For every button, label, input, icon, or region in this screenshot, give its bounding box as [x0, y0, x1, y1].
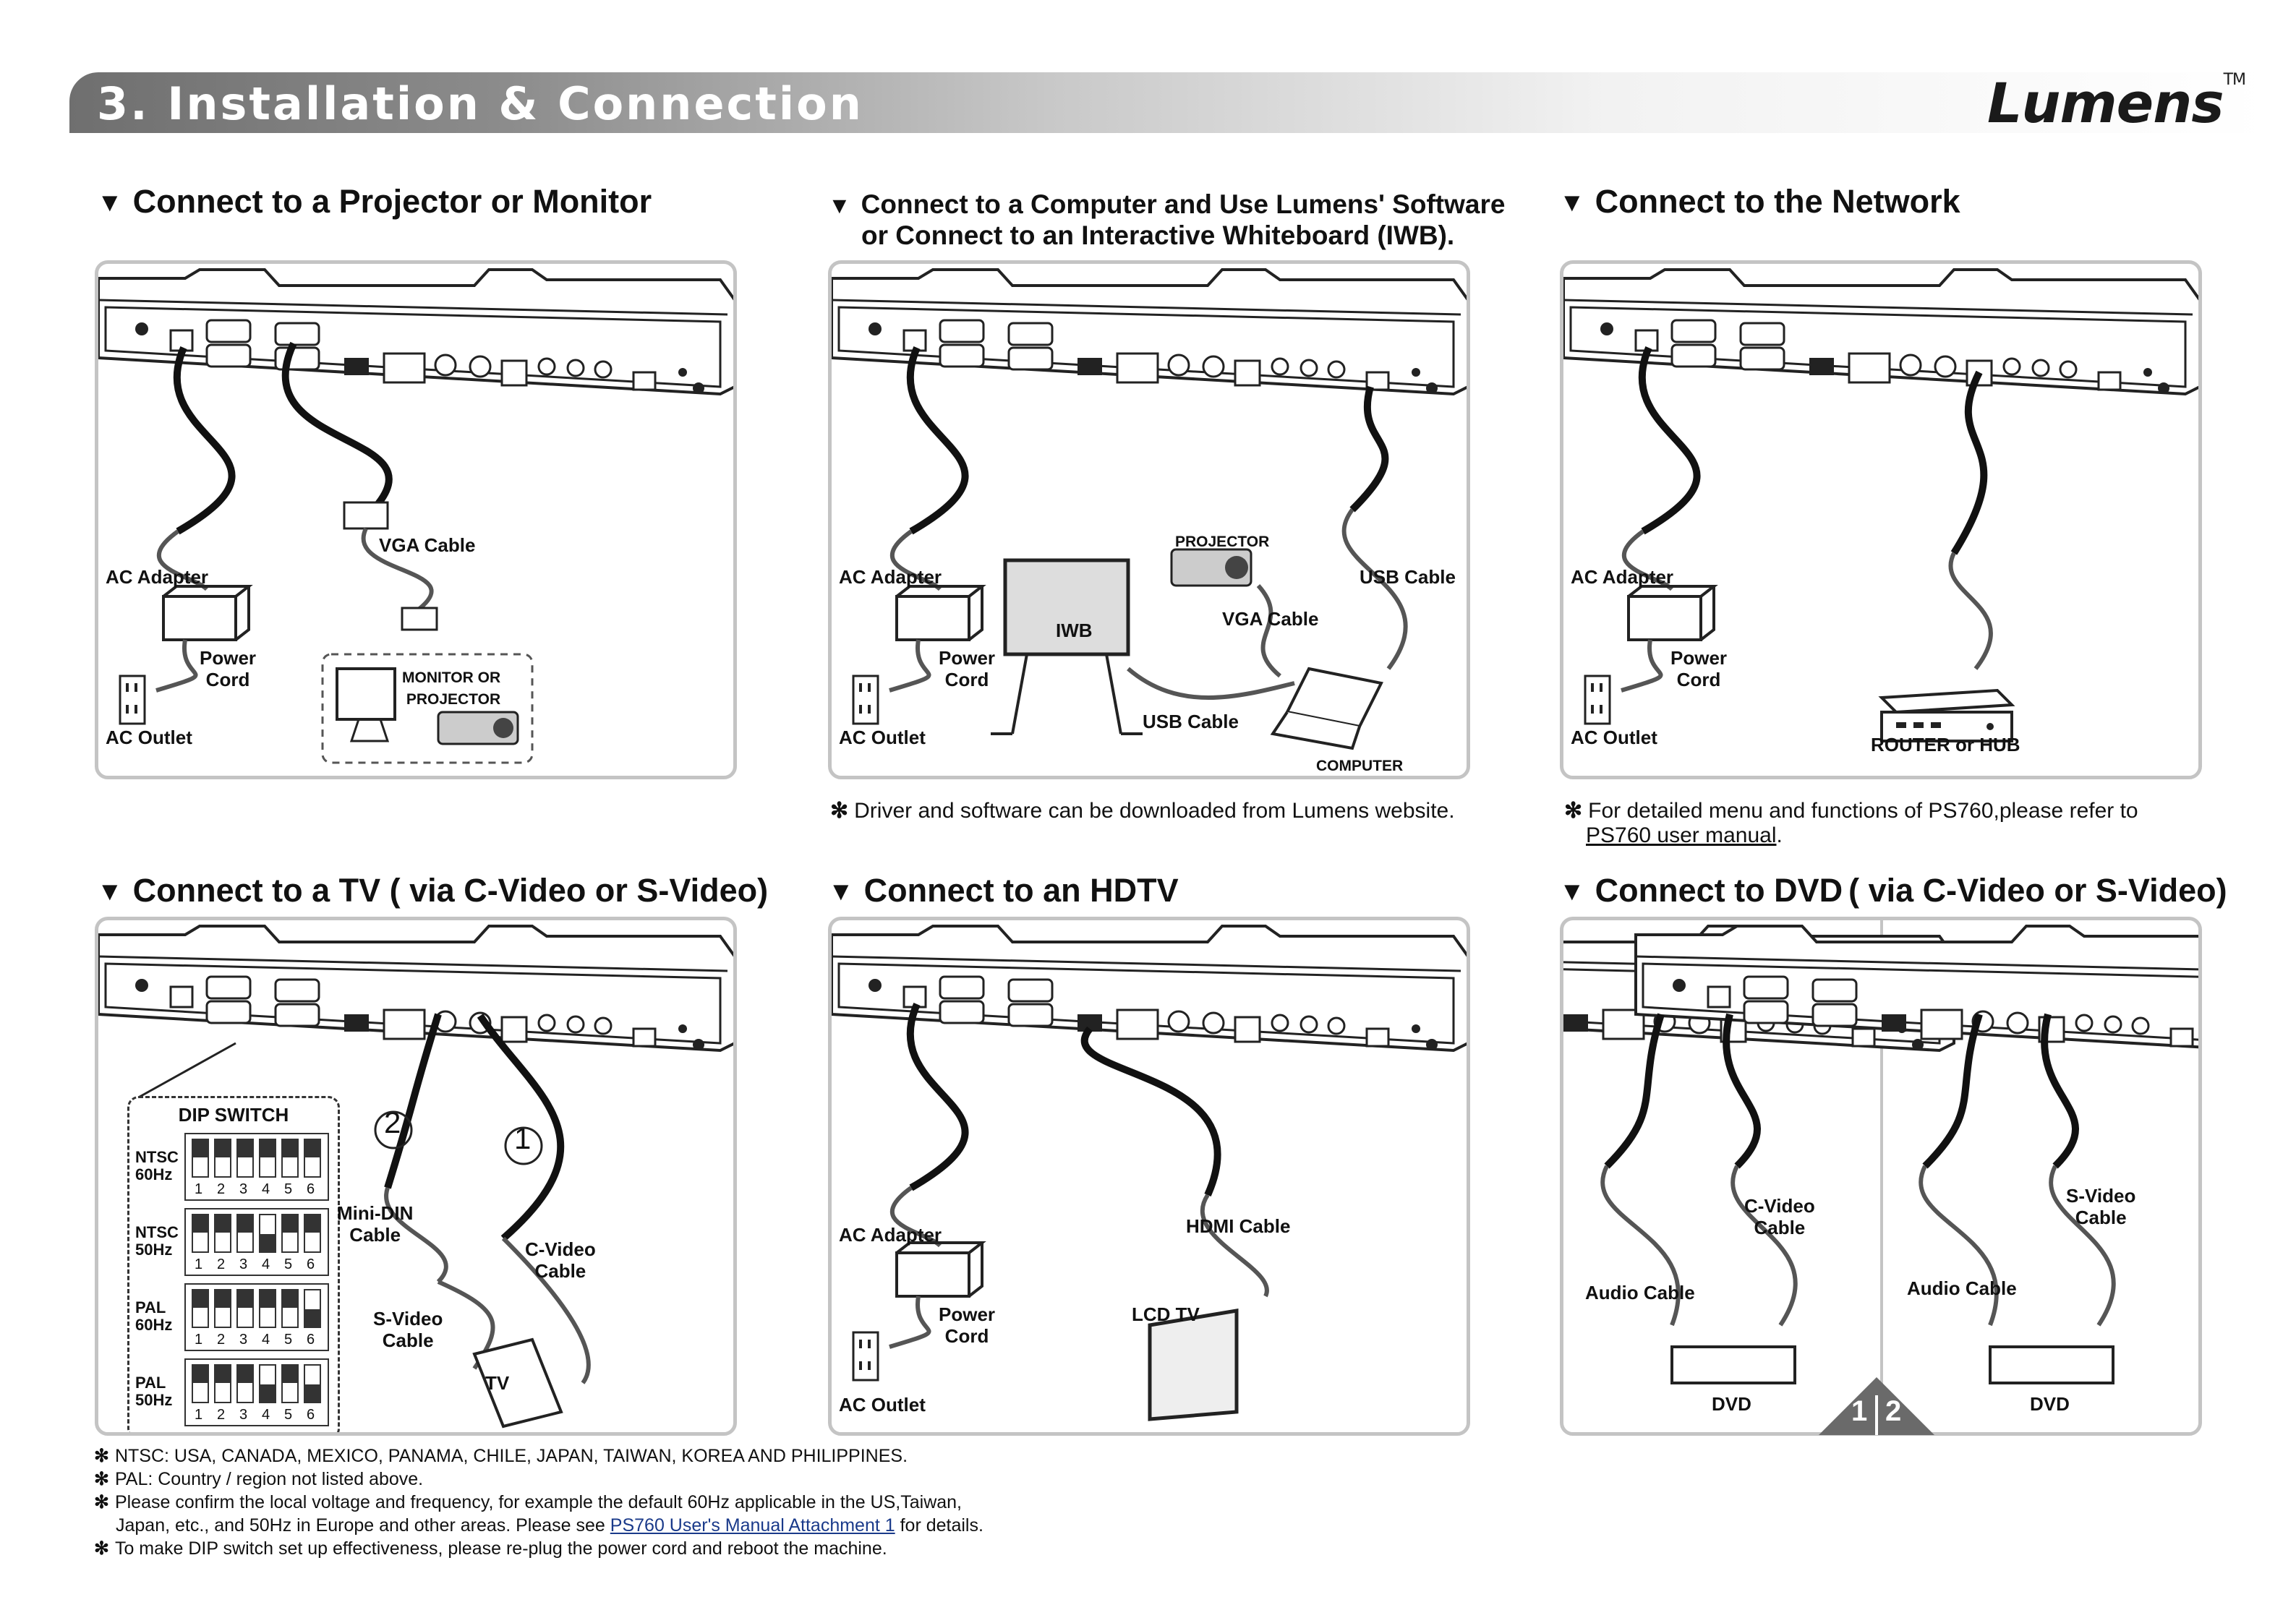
label-usb-cable-1: USB Cable — [1360, 566, 1456, 588]
dip-switch-toggle — [192, 1289, 209, 1328]
diagram-tv — [95, 917, 737, 1436]
dvd-diagram-art — [1563, 920, 2200, 1434]
dip-switch-number: 6 — [307, 1181, 315, 1197]
dip-switch-number: 3 — [239, 1332, 248, 1348]
link-manual-attachment[interactable]: PS760 User's Manual Attachment 1 — [610, 1515, 895, 1536]
dip-switch-number: 4 — [262, 1181, 270, 1197]
label-c-video-cable: C-Video Cable — [525, 1238, 596, 1282]
hdtv-diagram-art — [832, 920, 1468, 1434]
dip-row — [134, 1283, 333, 1353]
label-monitor-projector: MONITOR OR PROJECTOR — [402, 669, 501, 708]
page-number — [1819, 1377, 1934, 1439]
dip-switch-number: 1 — [195, 1256, 203, 1272]
label-vga-cable: VGA Cable — [1222, 608, 1319, 630]
dip-switch-number: 3 — [239, 1181, 248, 1197]
label-power-cord: Power Cord — [939, 1303, 996, 1347]
label-vga-cable: VGA Cable — [379, 534, 476, 556]
dip-switch-toggle — [192, 1214, 209, 1253]
dip-row-label: PAL 60Hz — [135, 1298, 173, 1334]
dip-switch-bank — [184, 1133, 329, 1201]
footnote-ntsc: ✻ NTSC: USA, CANADA, MEXICO, PANAMA, CHILE, JAPAN, TAIWAN, KOREA AND PHILIPPINES. — [94, 1446, 908, 1466]
label-power-cord: Power Cord — [200, 647, 257, 690]
label-dvd-2: DVD — [2030, 1393, 2070, 1415]
label-s-video-cable: S-Video Cable — [373, 1308, 443, 1351]
dip-switch-number: 3 — [239, 1407, 248, 1423]
dip-switch-toggle — [281, 1289, 299, 1328]
dip-row-label: PAL 50Hz — [135, 1374, 173, 1409]
label-lcd-tv: LCD TV — [1132, 1303, 1200, 1325]
label-s-video-cable: S-Video Cable — [2066, 1185, 2136, 1228]
dip-switch-number: 5 — [284, 1332, 293, 1348]
label-router-hub: ROUTER or HUB — [1871, 734, 2020, 755]
dip-row-label: NTSC 50Hz — [135, 1223, 179, 1259]
diagram-dvd — [1560, 917, 2202, 1436]
dip-switch-number: 2 — [217, 1407, 226, 1423]
dip-switch-toggle — [236, 1364, 254, 1403]
dip-switch-number: 6 — [307, 1256, 315, 1272]
page-number-badge — [1819, 1377, 1934, 1435]
dip-switch-number: 5 — [284, 1256, 293, 1272]
section-title-dvd: ▼ Connect to DVD ( via C-Video or S-Video) — [1559, 872, 2227, 909]
label-ac-adapter: AC Adapter — [106, 566, 209, 588]
note-manual: ✻ For detailed menu and functions of PS760,please refer to PS760 user manual. — [1564, 799, 2138, 847]
dip-switch-toggle — [259, 1139, 276, 1178]
dip-switch-toggle — [259, 1289, 276, 1328]
dip-switch-number: 3 — [239, 1256, 248, 1272]
label-mini-din-cable: Mini-DIN Cable — [337, 1202, 414, 1246]
dip-switch-bank — [184, 1358, 329, 1426]
section-title-network: ▼ Connect to the Network — [1559, 183, 1960, 220]
dip-row — [134, 1133, 333, 1202]
link-user-manual[interactable]: PS760 user manual — [1586, 823, 1777, 847]
label-audio-cable-1: Audio Cable — [1585, 1282, 1695, 1303]
step-2-marker: 2 — [384, 1105, 401, 1139]
dip-switch-number: 4 — [262, 1256, 270, 1272]
dip-switch-number: 5 — [284, 1407, 293, 1423]
dip-switch-toggle — [304, 1364, 321, 1403]
dip-switch-toggle — [304, 1289, 321, 1328]
dip-switch-toggle — [214, 1364, 231, 1403]
dip-switch-number: 1 — [195, 1181, 203, 1197]
diagram-network — [1560, 260, 2202, 779]
step-1-marker: 1 — [514, 1121, 532, 1155]
diagram-computer — [828, 260, 1470, 779]
footnote-voltage-cont: Japan, etc., and 50Hz in Europe and other areas. Please see PS760 User's Manual Attachment 1 for details. — [116, 1515, 983, 1536]
dip-switch-toggle — [281, 1364, 299, 1403]
dip-switch-toggle — [259, 1364, 276, 1403]
dip-switch-toggle — [192, 1364, 209, 1403]
brand-logo: Lumens™ — [1986, 71, 2245, 135]
dip-switch-toggle — [259, 1214, 276, 1253]
section-title-computer: ▼ Connect to a Computer and Use Lumens' Software or Connect to an Interactive Whiteboard (IWB). — [828, 189, 1506, 250]
dip-switch-bank — [184, 1283, 329, 1351]
dip-switch-number: 6 — [307, 1332, 315, 1348]
dip-switch-toggle — [214, 1214, 231, 1253]
dip-switch-number: 6 — [307, 1407, 315, 1423]
dip-switch-number: 2 — [217, 1181, 226, 1197]
note-driver: ✻ Driver and software can be downloaded from Lumens website. — [830, 799, 1455, 823]
label-iwb: IWB — [1056, 620, 1093, 641]
dip-switch-bank — [184, 1208, 329, 1276]
footnote-voltage: ✻ Please confirm the local voltage and frequency, for example the default 60Hz applicable in the US,Taiwan, — [94, 1492, 962, 1512]
label-c-video-cable: C-Video Cable — [1744, 1195, 1815, 1238]
dip-switch-toggle — [236, 1139, 254, 1178]
dip-row — [134, 1358, 333, 1428]
dip-row — [134, 1208, 333, 1277]
section-title-projector: ▼ Connect to a Projector or Monitor — [97, 183, 652, 220]
dip-switch-toggle — [214, 1139, 231, 1178]
label-ac-adapter: AC Adapter — [839, 1224, 942, 1246]
label-dvd-1: DVD — [1712, 1393, 1751, 1415]
dip-switch-panel: DIP SWITCH NTSC 60Hz 1 2 3 4 5 6 NTSC 50Hz 1 2 3 4 5 6 PAL 60Hz 1 2 3 4 5 6 PAL 50Hz 1 2 3 4 5 6 — [127, 1096, 340, 1436]
label-ac-outlet: AC Outlet — [839, 1394, 926, 1416]
dip-switch-toggle — [304, 1214, 321, 1253]
dip-switch-toggle — [281, 1139, 299, 1178]
dip-switch-toggle — [236, 1289, 254, 1328]
label-ac-adapter: AC Adapter — [1571, 566, 1674, 588]
dip-switch-toggle — [192, 1139, 209, 1178]
label-projector: PROJECTOR — [1175, 534, 1270, 550]
label-hdmi-cable: HDMI Cable — [1186, 1215, 1291, 1237]
footnote-pal: ✻ PAL: Country / region not listed above. — [94, 1469, 424, 1489]
dip-row-label: NTSC 60Hz — [135, 1148, 179, 1183]
page-number-right: 2 — [1885, 1395, 1902, 1427]
page-number-left: 1 — [1851, 1395, 1868, 1427]
page-title: 3. Installation & Connection — [97, 77, 863, 130]
section-title-hdtv: ▼ Connect to an HDTV — [828, 872, 1179, 909]
dip-switch-number: 4 — [262, 1407, 270, 1423]
diagram-projector — [95, 260, 737, 779]
dip-switch-toggle — [281, 1214, 299, 1253]
dip-switch-number: 5 — [284, 1181, 293, 1197]
dip-switch-toggle — [304, 1139, 321, 1178]
label-audio-cable-2: Audio Cable — [1907, 1277, 2017, 1299]
label-ac-outlet: AC Outlet — [1571, 727, 1657, 748]
dip-switch-number: 2 — [217, 1332, 226, 1348]
network-diagram-art — [1563, 264, 2200, 777]
dip-switch-toggle — [214, 1289, 231, 1328]
dip-switch-toggle — [236, 1214, 254, 1253]
diagram-hdtv — [828, 917, 1470, 1436]
label-usb-cable-2: USB Cable — [1143, 711, 1239, 732]
label-ac-outlet: AC Outlet — [106, 727, 192, 748]
dip-switch-number: 1 — [195, 1407, 203, 1423]
label-computer: COMPUTER — [1316, 758, 1404, 774]
footnote-dip-reboot: ✻ To make DIP switch set up effectiveness, please re-plug the power cord and reboot the machine. — [94, 1538, 887, 1559]
dip-switch-number: 2 — [217, 1256, 226, 1272]
label-ac-adapter: AC Adapter — [839, 566, 942, 588]
label-ac-outlet: AC Outlet — [839, 727, 926, 748]
dip-switch-number: 4 — [262, 1332, 270, 1348]
dip-switch-number: 1 — [195, 1332, 203, 1348]
section-title-tv: ▼ Connect to a TV ( via C-Video or S-Video) — [97, 872, 769, 909]
computer-diagram-art — [832, 264, 1468, 777]
label-tv: TV — [485, 1372, 510, 1394]
label-power-cord: Power Cord — [939, 647, 996, 690]
label-power-cord: Power Cord — [1670, 647, 1728, 690]
